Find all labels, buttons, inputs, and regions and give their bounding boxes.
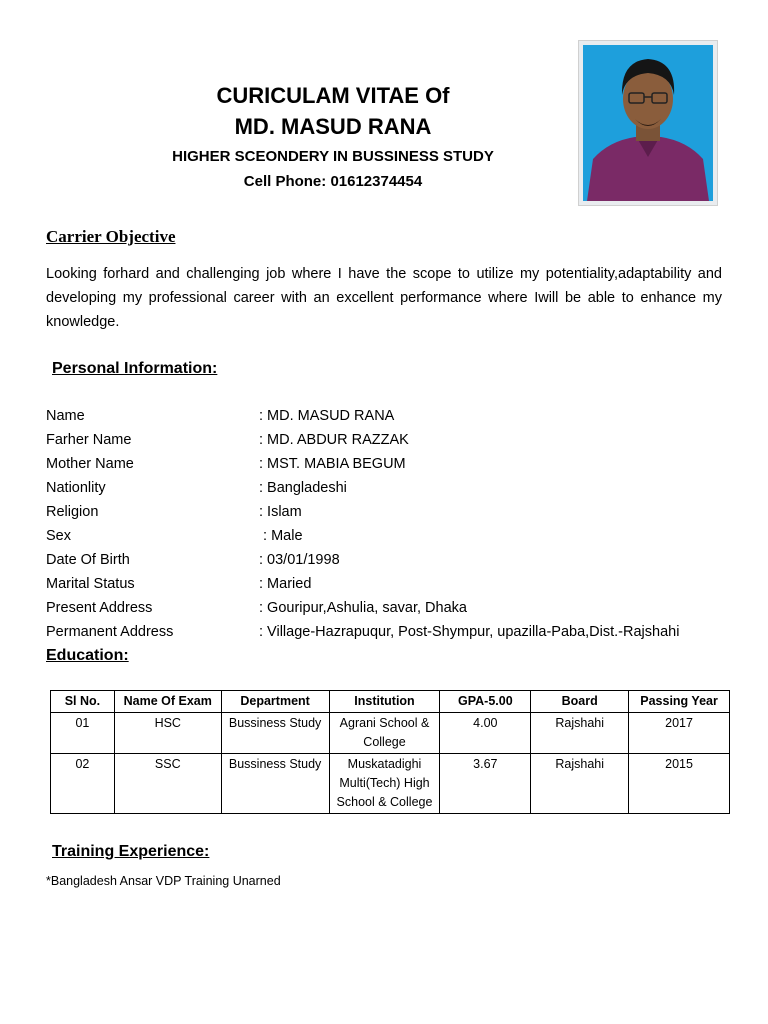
column-header: Name Of Exam — [114, 691, 221, 713]
objective-text: Looking forhard and challenging job where I have the scope to utilize my potentiality,adaptability and developing my professional career with an excellent performance where Iwill be able to enhance my knowledge. — [46, 266, 722, 330]
column-header: Board — [531, 691, 629, 713]
info-label: Permanent Address — [46, 624, 174, 640]
table-cell: Agrani School & College — [329, 713, 440, 754]
info-row-nationality — [46, 476, 736, 500]
info-label: Farher Name — [46, 432, 132, 448]
table-cell: 4.00 — [440, 713, 531, 754]
info-label: Sex — [46, 528, 71, 544]
training-item: *Bangladesh Ansar VDP Training Unarned — [46, 874, 281, 888]
info-value: : MST. MABIA BEGUM — [259, 456, 406, 472]
cell-phone: Cell Phone: 01612374454 — [243, 173, 423, 190]
table-cell: 2015 — [629, 754, 730, 814]
cv-title: CURICULAM VITAE Of — [216, 83, 450, 108]
info-label: Present Address — [46, 600, 153, 616]
table-cell: HSC — [114, 713, 221, 754]
education-heading: Education: — [46, 647, 129, 664]
info-row-present-address — [46, 596, 736, 620]
info-row-religion — [46, 500, 736, 524]
table-cell: Rajshahi — [531, 713, 629, 754]
info-value: : Gouripur,Ashulia, savar, Dhaka — [259, 600, 467, 616]
column-header: GPA-5.00 — [440, 691, 531, 713]
info-row-marital-status — [46, 572, 736, 596]
table-cell: 2017 — [629, 713, 730, 754]
profile-photo — [578, 40, 718, 206]
training-heading: Training Experience: — [52, 843, 210, 860]
column-header: Institution — [329, 691, 440, 713]
column-header: Passing Year — [629, 691, 730, 713]
table-cell: Rajshahi — [531, 754, 629, 814]
info-label: Mother Name — [46, 456, 134, 472]
table-cell: SSC — [114, 754, 221, 814]
column-header: Sl No. — [51, 691, 115, 713]
info-row-permanent-address — [46, 620, 736, 644]
info-row-name — [46, 404, 736, 428]
table-cell: 02 — [51, 754, 115, 814]
info-value: : MD. ABDUR RAZZAK — [259, 432, 409, 448]
qualification-subtitle: HIGHER SCEONDERY IN BUSSINESS STUDY — [172, 148, 494, 165]
info-row-sex — [46, 524, 736, 548]
info-row-father-name — [46, 428, 736, 452]
table-row — [51, 754, 730, 814]
table-cell: Bussiness Study — [221, 713, 329, 754]
table-cell: Muskatadighi Multi(Tech) High School & College — [329, 754, 440, 814]
info-label: Marital Status — [46, 576, 135, 592]
info-value: : 03/01/1998 — [259, 552, 340, 568]
table-row — [51, 713, 730, 754]
info-label: Nationlity — [46, 480, 106, 496]
cv-header — [160, 80, 506, 194]
info-row-date-of-birth — [46, 548, 736, 572]
info-row-mother-name — [46, 452, 736, 476]
table-cell: Bussiness Study — [221, 754, 329, 814]
column-header: Department — [221, 691, 329, 713]
person-portrait-icon — [579, 41, 717, 205]
info-value: : Islam — [259, 504, 302, 520]
table-header-row — [51, 691, 730, 713]
info-label: Religion — [46, 504, 99, 520]
table-cell: 3.67 — [440, 754, 531, 814]
info-value: : MD. MASUD RANA — [259, 408, 395, 424]
table-cell: 01 — [51, 713, 115, 754]
candidate-name: MD. MASUD RANA — [234, 114, 432, 139]
info-value: : Male — [259, 528, 303, 544]
info-label: Date Of Birth — [46, 552, 130, 568]
info-value: : Village-Hazrapuqur, Post-Shympur, upazilla-Paba,Dist.-Rajshahi — [259, 624, 680, 640]
personal-info-heading: Personal Information: — [52, 360, 218, 377]
info-value: : Bangladeshi — [259, 480, 347, 496]
objective-heading: Carrier Objective — [46, 227, 176, 246]
personal-info-list — [46, 404, 736, 644]
info-label: Name — [46, 408, 85, 424]
info-value: : Maried — [259, 576, 312, 592]
education-table — [50, 690, 730, 814]
